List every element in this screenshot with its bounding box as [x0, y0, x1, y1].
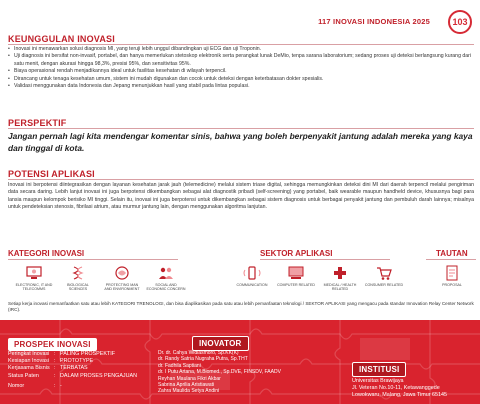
medical-icon — [331, 264, 349, 281]
proposal-icon[interactable] — [443, 264, 461, 281]
inovator-name: Reyhan Maulana Fikri Akbar — [158, 375, 221, 382]
inovator-name: Zahra Maulida Setya Andini — [158, 388, 220, 395]
keunggulan-item: • Dirancang untuk tenaga kesehatan umum, sistem ini mudah digunakan dan cocok untuk deteksi dengan keterbatasan dokter spesialis. — [8, 76, 474, 83]
prospek-label: Kerjasama Bisnis — [8, 365, 50, 372]
sektor-computer — [276, 264, 316, 287]
social-icon — [157, 264, 175, 281]
keunggulan-divider — [8, 44, 474, 45]
kategori-label: SOCIAL AND ECONOMIC CONCERN — [146, 283, 186, 292]
sektor-consumer — [364, 264, 404, 287]
page-number: 103 — [448, 10, 472, 34]
prospek-value: - — [60, 382, 62, 389]
kategori-divider — [8, 259, 178, 260]
biological-icon — [69, 264, 87, 281]
prospek-label: Status Paten — [8, 372, 39, 379]
kategori-label: ELECTRONIC, IT AND TELECOMMS — [15, 283, 53, 292]
keunggulan-title: KEUNGGULAN INOVASI — [8, 34, 115, 44]
prospek-title: PROSPEK INOVASI — [8, 338, 97, 351]
prospek-value: DALAM PROSES PENGAJUAN — [60, 372, 137, 379]
inovator-name: dr. Randy Satria Nugraha Putra, Sp.THT — [158, 356, 248, 363]
kategori-label: PROTECTING MAN AND ENVIRONMENT — [104, 283, 140, 292]
institusi-address — [352, 378, 476, 399]
institusi-title: INSTITUSI — [352, 362, 406, 377]
prospek-value: PROTOTYPE — [60, 358, 94, 365]
category-note: Setiap kerja inovasi memanfaatkan satu atau lebih KATEGORI TRENOLOGI, dan bisa diaplikasikan pada satu atau lebih pemanfaatan teknologi / SEKTOR APLIKASI yang mengacu pada standar Innovation Relay Center Network (IRC). — [8, 301, 474, 313]
sektor-communication — [232, 264, 272, 287]
sektor-title: SEKTOR APLIKASI — [260, 249, 333, 258]
keunggulan-item: • Inovasi ini menawarkan solusi diagnosis MI, yang teruji lebih unggul dibandingkan uji ECG dan uji Troponin. — [8, 46, 474, 53]
sektor-label: COMPUTER RELATED — [277, 283, 315, 287]
kategori-social — [146, 264, 186, 292]
inovator-name: dr. Fadhila Saptiani — [158, 362, 201, 369]
potensi-title: POTENSI APLIKASI — [8, 169, 95, 179]
perspektif-quote: Jangan pernah lagi kita mendengar komentar sinis, bahwa yang boleh berpenyakit jantung adalah mereka yang kaya dan tinggal di kota. — [8, 131, 473, 153]
perspektif-divider — [8, 128, 474, 129]
prospek-row: Kerjasama Bisnis : TERBATAS — [8, 365, 144, 372]
prospek-label: Nomor — [8, 382, 25, 389]
prospek-row: Kesiapan Inovasi : PROTOTYPE — [8, 358, 144, 365]
communication-icon — [243, 264, 261, 281]
institusi-line: Lowokwaru, Malang, Jawa Timur 65145 — [352, 392, 447, 398]
inovator-name: dr. I Putu Artana, M.Biomed., Sp.DVE, FINSDV, FAADV — [158, 369, 281, 376]
prospek-table — [8, 351, 144, 390]
perspektif-title: PERSPEKTIF — [8, 118, 67, 128]
prospek-value: TERBATAS — [60, 365, 88, 372]
prospek-row: Nomor : - — [8, 383, 144, 390]
inovator-name: Sabrina Aprilia Aristiawati — [158, 382, 215, 389]
prospek-row: Status Paten : DALAM PROSES PENGAJUAN — [8, 373, 144, 380]
electronics-icon — [25, 264, 43, 281]
potensi-divider — [8, 179, 474, 180]
tautan-divider — [426, 259, 476, 260]
tautan-title: TAUTAN — [436, 249, 468, 258]
keunggulan-item: • Validasi menggunakan data Indonesia dan Jepang menunjukkan hasil yang stabil pada lintas populasi. — [8, 83, 474, 90]
institusi-line: Jl. Veteran No.10-11, Ketawanggede — [352, 385, 440, 391]
sektor-label: COMMUNICATION — [236, 283, 268, 287]
keunggulan-item: • Uji diagnosis ini bersifat non-invasif, portabel, dan hanya memerlukan stetoskop elektronik serta perangkat lunak DeMio, tenpa sarana laboratorium; sedang proses uji deteksi berlangsung kurang dari satu menit, dengan akurasi hingga 98,3%, presisi 95%, dan sensitivitas 95%. — [8, 53, 474, 68]
sektor-label: CONSUMER RELATED — [364, 283, 404, 287]
prospek-value: PALING PROSPEKTIF — [60, 351, 116, 357]
inovator-list — [158, 350, 308, 395]
computer-icon — [287, 264, 305, 281]
sektor-label: MEDICAL / HEALTH RELATED — [323, 283, 357, 292]
inovator-title: INOVATOR — [192, 336, 249, 351]
kategori-label: BIOLOGICAL SCIENCES — [67, 283, 89, 292]
kategori-biological — [58, 264, 98, 292]
sektor-divider — [260, 259, 390, 260]
keunggulan-item: • Biaya operasional rendah menjadikannya ideal untuk fasilitas kesehatan di wilayah terpencil. — [8, 68, 474, 75]
inovator-name: Dr. dr. Cahya Widiasmoro, Sp.KK(K) — [158, 350, 239, 356]
page-header — [0, 0, 480, 34]
institusi-line: Universitas Brawijaya — [352, 378, 404, 384]
environment-icon — [113, 264, 131, 281]
consumer-icon — [375, 264, 393, 281]
sektor-medical — [320, 264, 360, 292]
header-title: 117 INOVASI INDONESIA 2025 — [318, 17, 430, 26]
potensi-paragraph: Inovasi ini berpotensi diintegrasikan dengan layanan kesehatan jarak jauh (telemedicine) melalui sistem triase digital, sehingga memungkinkan deteksi dini MI dari daerah terpencil melalui pengiriman data secara daring. Lebih lanjut inovasi ini juga berpotensi dikembangkan sebagai alat diagnostik pribadi (self-screening) yang portabel, baik wearable maupun handheld device, khususnya bagi para lansia maupun kelompok berisiko MI tinggi. Selain itu, inovasi ini juga berpotensi untuk dikembangkan sebagai sistem diagnosis untuk berbagai penyakit jantung dan pembuluh darah lainnya; misalnya untuk pendeteksian stenosis, fibrilasi atrium, atau murmur jantung lain, dengan menggunakan algoritma lanjutan. — [8, 182, 474, 211]
kategori-electronics — [14, 264, 54, 292]
keunggulan-list — [8, 46, 474, 90]
prospek-row: Peringkat Inovasi : PALING PROSPEKTIF — [8, 351, 144, 358]
kategori-title: KATEGORI INOVASI — [8, 249, 85, 258]
tautan-proposal[interactable] — [432, 264, 472, 287]
prospek-label: Kesiapan Inovasi — [8, 358, 50, 365]
tautan-label[interactable]: PROPOSAL — [442, 283, 462, 287]
kategori-environment — [102, 264, 142, 292]
prospek-label: Peringkat Inovasi — [8, 351, 50, 357]
